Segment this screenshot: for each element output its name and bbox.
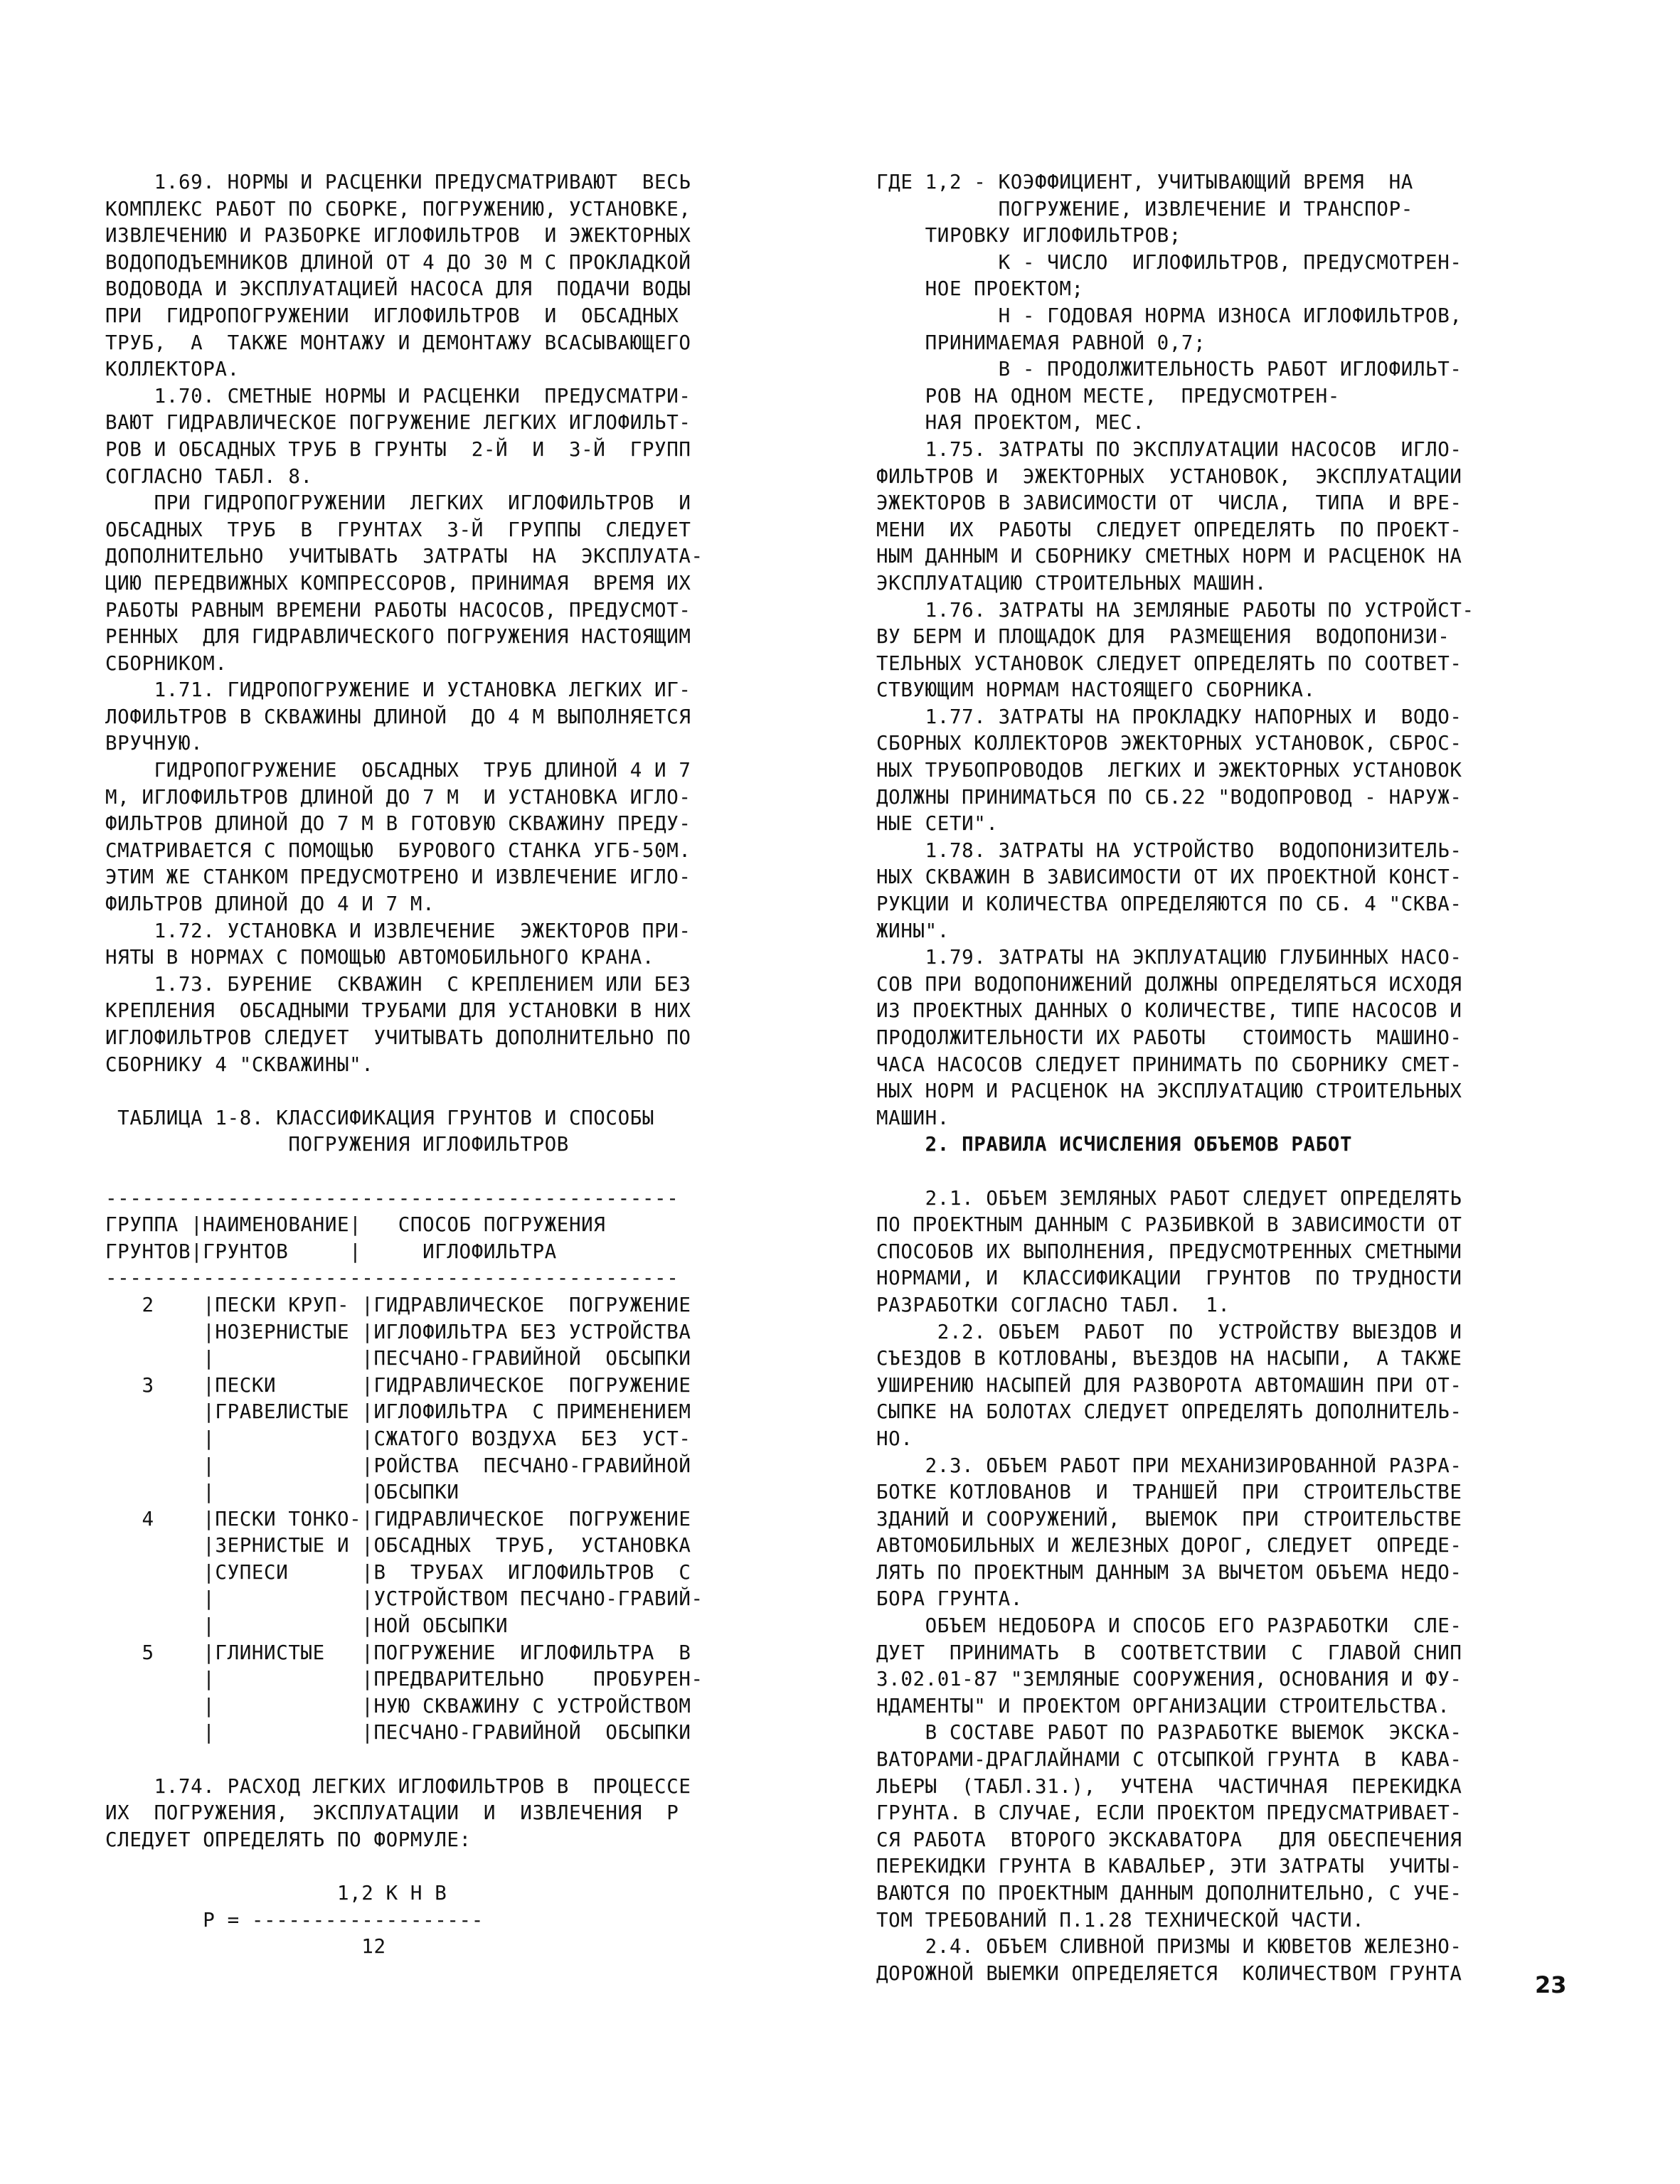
text-line: 1.69. НОРМЫ И РАСЦЕНКИ ПРЕДУСМАТРИВАЮТ ВЕСЬ bbox=[105, 171, 691, 193]
text-line: В СОСТАВЕ РАБОТ ПО РАЗРАБОТКЕ ВЫЕМОК ЭКСКА- bbox=[876, 1721, 1462, 1744]
text-line: ВАТОРАМИ-ДРАГЛАЙНАМИ С ОТСЫПКОЙ ГРУНТА В КАВА- bbox=[876, 1748, 1462, 1772]
text-line: НОЕ ПРОЕКТОМ; bbox=[876, 277, 1084, 301]
paragraph-2-4 bbox=[876, 1934, 1577, 1987]
text-line: НЫЕ СЕТИ". bbox=[876, 812, 999, 836]
text-line: МАШИН. bbox=[876, 1106, 950, 1129]
text-line: ИЗВЛЕЧЕНИЮ И РАЗБОРКЕ ИГЛОФИЛЬТРОВ И ЭЖЕКТОРНЫХ bbox=[105, 224, 691, 247]
text-line: БОТКЕ КОТЛОВАНОВ И ТРАНШЕЙ ПРИ СТРОИТЕЛЬСТВЕ bbox=[876, 1481, 1462, 1504]
text-line: ЭКСПЛУАТАЦИЮ СТРОИТЕЛЬНЫХ МАШИН. bbox=[876, 571, 1267, 595]
text-line: ЛЬЕРЫ (ТАБЛ.31.), УЧТЕНА ЧАСТИЧНАЯ ПЕРЕКИДКА bbox=[876, 1774, 1462, 1798]
text-line: НАЯ ПРОЕКТОМ, МЕС. bbox=[876, 411, 1145, 435]
text-line: 12 bbox=[105, 1935, 386, 1959]
text-line: ЖИНЫ". bbox=[876, 919, 950, 942]
paragraph-1-72 bbox=[105, 918, 795, 971]
text-line: СПОСОБОВ ИХ ВЫПОЛНЕНИЯ, ПРЕДУСМОТРЕННЫХ СМЕТНЫМИ bbox=[876, 1240, 1462, 1263]
paragraph-2-3-cont bbox=[876, 1613, 1577, 1720]
text-line: ЛЯТЬ ПО ПРОЕКТНЫМ ДАННЫМ ЗА ВЫЧЕТОМ ОБЪЕМА НЕДО- bbox=[876, 1560, 1462, 1584]
text-line: ВУ БЕРМ И ПЛОЩАДОК ДЛЯ РАЗМЕЩЕНИЯ ВОДОПОНИЗИ- bbox=[876, 625, 1450, 649]
text-line: ПОГРУЖЕНИЕ, ИЗВЛЕЧЕНИЕ И ТРАНСПОР- bbox=[876, 197, 1413, 220]
text-line: РЕННЫХ ДЛЯ ГИДРАВЛИЧЕСКОГО ПОГРУЖЕНИЯ НАСТОЯЩИМ bbox=[105, 625, 691, 649]
text-line: ВОДОПОДЪЕМНИКОВ ДЛИНОЙ ОТ 4 ДО 30 М С ПРОКЛАДКОЙ bbox=[105, 250, 691, 274]
text-line: ТИРОВКУ ИГЛОФИЛЬТРОВ; bbox=[876, 224, 1181, 247]
table-header-rule: ----------------------------------------------- bbox=[105, 1267, 679, 1290]
text-line: ФИЛЬТРОВ И ЭЖЕКТОРНЫХ УСТАНОВОК, ЭКСПЛУАТАЦИИ bbox=[876, 464, 1462, 488]
text-line: Р = ------------------- bbox=[105, 1908, 484, 1932]
text-line: ДОЛЖНЫ ПРИНИМАТЬСЯ ПО СБ.22 "ВОДОПРОВОД - НАРУЖ- bbox=[876, 785, 1462, 809]
text-line: ТЕЛЬНЫХ УСТАНОВОК СЛЕДУЕТ ОПРЕДЕЛЯТЬ ПО СООТВЕТ- bbox=[876, 651, 1462, 675]
text-line: КОЛЛЕКТОРА. bbox=[105, 358, 240, 381]
text-line: ПРИ ГИДРОПОГРУЖЕНИИ ЛЕГКИХ ИГЛОФИЛЬТРОВ И bbox=[105, 491, 691, 515]
paragraph-2-2 bbox=[876, 1319, 1577, 1453]
text-line: ВРУЧНУЮ. bbox=[105, 732, 203, 755]
text-line: НЫМ ДАННЫМ И СБОРНИКУ СМЕТНЫХ НОРМ И РАСЦЕНОК НА bbox=[876, 545, 1462, 568]
table-row: | |УСТРОЙСТВОМ ПЕСЧАНО-ГРАВИЙ- bbox=[105, 1587, 703, 1611]
text-line: СТВУЮЩИМ НОРМАМ НАСТОЯЩЕГО СБОРНИКА. bbox=[876, 678, 1316, 702]
text-line: ПРОДОЛЖИТЕЛЬНОСТИ ИХ РАБОТЫ СТОИМОСТЬ МАШИНО- bbox=[876, 1026, 1462, 1049]
text-line: СЛЕДУЕТ ОПРЕДЕЛЯТЬ ПО ФОРМУЛЕ: bbox=[105, 1828, 472, 1851]
text-line: ЭЖЕКТОРОВ В ЗАВИСИМОСТИ ОТ ЧИСЛА, ТИПА И ВРЕ- bbox=[876, 491, 1462, 515]
text-line: ГРУНТА. В СЛУЧАЕ, ЕСЛИ ПРОЕКТОМ ПРЕДУСМАТРИВАЕТ- bbox=[876, 1801, 1462, 1825]
text-line: НЯТЫ В НОРМАХ С ПОМОЩЬЮ АВТОМОБИЛЬНОГО КРАНА. bbox=[105, 946, 655, 969]
text-line: 1.73. БУРЕНИЕ СКВАЖИН С КРЕПЛЕНИЕМ ИЛИ БЕЗ bbox=[105, 972, 691, 996]
text-line: БОРА ГРУНТА. bbox=[876, 1587, 1023, 1611]
text-line: ВАЮТСЯ ПО ПРОЕКТНЫМ ДАННЫМ ДОПОЛНИТЕЛЬНО, С УЧЕ- bbox=[876, 1882, 1462, 1905]
table-header bbox=[105, 1212, 795, 1265]
table-row: |ГРАВЕЛИСТЫЕ |ИГЛОФИЛЬТРА С ПРИМЕНЕНИЕМ bbox=[105, 1400, 691, 1424]
text-line: 1.79. ЗАТРАТЫ НА ЭКПЛУАТАЦИЮ ГЛУБИННЫХ НАСО- bbox=[876, 946, 1462, 969]
text-line: СЯ РАБОТА ВТОРОГО ЭКСКАВАТОРА ДЛЯ ОБЕСПЕЧЕНИЯ bbox=[876, 1828, 1462, 1851]
text-line: 1.71. ГИДРОПОГРУЖЕНИЕ И УСТАНОВКА ЛЕГКИХ ИГ- bbox=[105, 678, 691, 702]
text-line: УШИРЕНИЮ НАСЫПЕЙ ДЛЯ РАЗВОРОТА АВТОМАШИН ПРИ ОТ- bbox=[876, 1373, 1462, 1397]
text-line: КРЕПЛЕНИЯ ОБСАДНЫМИ ТРУБАМИ ДЛЯ УСТАНОВКИ В НИХ bbox=[105, 999, 691, 1023]
text-line: ПРИ ГИДРОПОГРУЖЕНИИ ИГЛОФИЛЬТРОВ И ОБСАДНЫХ bbox=[105, 304, 679, 327]
text-line: М, ИГЛОФИЛЬТРОВ ДЛИНОЙ ДО 7 М И УСТАНОВКА ИГЛО- bbox=[105, 785, 691, 809]
text-line: 2.1. ОБЪЕМ ЗЕМЛЯНЫХ РАБОТ СЛЕДУЕТ ОПРЕДЕЛЯТЬ bbox=[876, 1186, 1462, 1210]
text-line: ИХ ПОГРУЖЕНИЯ, ЭКСПЛУАТАЦИИ И ИЗВЛЕЧЕНИЯ Р bbox=[105, 1801, 679, 1825]
text-line: К - ЧИСЛО ИГЛОФИЛЬТРОВ, ПРЕДУСМОТРЕН- bbox=[876, 250, 1462, 274]
text-line: 1,2 К Н В bbox=[105, 1882, 447, 1905]
table-row: |НОЗЕРНИСТЫЕ |ИГЛОФИЛЬТРА БЕЗ УСТРОЙСТВА bbox=[105, 1320, 691, 1343]
text-line: НЫХ НОРМ И РАСЦЕНОК НА ЭКСПЛУАТАЦИЮ СТРОИТЕЛЬНЫХ bbox=[876, 1080, 1462, 1103]
table-body bbox=[105, 1292, 795, 1747]
paragraph-2-3 bbox=[876, 1453, 1577, 1614]
text-line: РОВ И ОБСАДНЫХ ТРУБ В ГРУНТЫ 2-Й И 3-Й ГРУПП bbox=[105, 437, 691, 461]
text-line: 1.70. СМЕТНЫЕ НОРМЫ И РАСЦЕНКИ ПРЕДУСМАТРИ- bbox=[105, 384, 691, 407]
text-line: ДОРОЖНОЙ ВЫЕМКИ ОПРЕДЕЛЯЕТСЯ КОЛИЧЕСТВОМ ГРУНТА bbox=[876, 1961, 1462, 1985]
text-line: ГДЕ 1,2 - КОЭФФИЦИЕНТ, УЧИТЫВАЮЩИЙ ВРЕМЯ НА bbox=[876, 171, 1413, 193]
text-line: НОРМАМИ, И КЛАССИФИКАЦИИ ГРУНТОВ ПО ТРУДНОСТИ bbox=[876, 1267, 1462, 1290]
section-heading: 2. ПРАВИЛА ИСЧИСЛЕНИЯ ОБЪЕМОВ РАБОТ bbox=[876, 1133, 1353, 1156]
paragraph-2-1 bbox=[876, 1186, 1577, 1319]
table-row: | |ПЕСЧАНО-ГРАВИЙНОЙ ОБСЫПКИ bbox=[105, 1347, 691, 1370]
text-line: ПРИНИМАЕМАЯ РАВНОЙ 0,7; bbox=[876, 331, 1206, 354]
text-line: ДУЕТ ПРИНИМАТЬ В СООТВЕТСТВИИ С ГЛАВОЙ СНИП bbox=[876, 1641, 1462, 1664]
text-line: 1.72. УСТАНОВКА И ИЗВЛЕЧЕНИЕ ЭЖЕКТОРОВ ПРИ- bbox=[105, 919, 691, 942]
table-row: | |НОЙ ОБСЫПКИ bbox=[105, 1614, 509, 1638]
text-line: ФИЛЬТРОВ ДЛИНОЙ ДО 7 М В ГОТОВУЮ СКВАЖИНУ ПРЕДУ- bbox=[105, 812, 691, 836]
table-row: 3 |ПЕСКИ |ГИДРАВЛИЧЕСКОЕ ПОГРУЖЕНИЕ bbox=[105, 1373, 691, 1397]
table-row: |СУПЕСИ |В ТРУБАХ ИГЛОФИЛЬТРОВ С bbox=[105, 1560, 691, 1584]
text-line: ТОМ ТРЕБОВАНИЙ П.1.28 ТЕХНИЧЕСКОЙ ЧАСТИ. bbox=[876, 1908, 1365, 1932]
text-line: ВАЮТ ГИДРАВЛИЧЕСКОЕ ПОГРУЖЕНИЕ ЛЕГКИХ ИГЛОФИЛЬТ- bbox=[105, 411, 691, 435]
text-line: СОВ ПРИ ВОДОПОНИЖЕНИЙ ДОЛЖНЫ ОПРЕДЕЛЯТЬСЯ ИСХОДЯ bbox=[876, 972, 1462, 996]
paragraph-1-74 bbox=[105, 1774, 795, 1854]
text-line: ФИЛЬТРОВ ДЛИНОЙ ДО 4 И 7 М. bbox=[105, 893, 435, 916]
text-line: 1.74. РАСХОД ЛЕГКИХ ИГЛОФИЛЬТРОВ В ПРОЦЕССЕ bbox=[105, 1774, 691, 1798]
text-line: КОМПЛЕКС РАБОТ ПО СБОРКЕ, ПОГРУЖЕНИЮ, УСТАНОВКЕ, bbox=[105, 197, 691, 220]
formula bbox=[105, 1880, 795, 1961]
text-line: 1.75. ЗАТРАТЫ ПО ЭКСПЛУАТАЦИИ НАСОСОВ ИГЛО- bbox=[876, 437, 1462, 461]
table-row: | |РОЙСТВА ПЕСЧАНО-ГРАВИЙНОЙ bbox=[105, 1454, 691, 1477]
soil-classification-table bbox=[105, 1186, 795, 1747]
table-title bbox=[105, 1105, 795, 1158]
paragraph-1-76 bbox=[876, 597, 1577, 704]
table-row: | |ПРЕДВАРИТЕЛЬНО ПРОБУРЕН- bbox=[105, 1668, 703, 1691]
text-line: АВТОМОБИЛЬНЫХ И ЖЕЛЕЗНЫХ ДОРОГ, СЛЕДУЕТ ОПРЕДЕ- bbox=[876, 1534, 1462, 1557]
text-line: ПОГРУЖЕНИЯ ИГЛОФИЛЬТРОВ bbox=[105, 1133, 569, 1156]
text-line: СЪЕЗДОВ В КОТЛОВАНЫ, ВЪЕЗДОВ НА НАСЫПИ, А ТАКЖЕ bbox=[876, 1347, 1462, 1370]
text-line: 3.02.01-87 "ЗЕМЛЯНЫЕ СООРУЖЕНИЯ, ОСНОВАНИЯ И ФУ- bbox=[876, 1668, 1462, 1691]
paragraph-1-70 bbox=[105, 383, 795, 490]
text-line: НЫХ ТРУБОПРОВОДОВ ЛЕГКИХ И ЭЖЕКТОРНЫХ УСТАНОВОК bbox=[876, 759, 1462, 782]
text-line: 1.78. ЗАТРАТЫ НА УСТРОЙСТВО ВОДОПОНИЗИТЕЛЬ- bbox=[876, 838, 1462, 862]
text-line: ВОДОВОДА И ЭКСПЛУАТАЦИЕЙ НАСОСА ДЛЯ ПОДАЧИ ВОДЫ bbox=[105, 277, 691, 301]
table-top-rule: ----------------------------------------------- bbox=[105, 1186, 679, 1210]
paragraph-2-3-cont2 bbox=[876, 1720, 1577, 1934]
table-row: |ЗЕРНИСТЫЕ И |ОБСАДНЫХ ТРУБ, УСТАНОВКА bbox=[105, 1534, 691, 1557]
text-line: ЗДАНИЙ И СООРУЖЕНИЙ, ВЫЕМОК ПРИ СТРОИТЕЛЬСТВЕ bbox=[876, 1507, 1462, 1530]
text-line: СМАТРИВАЕТСЯ С ПОМОЩЬЮ БУРОВОГО СТАНКА УГБ-50М. bbox=[105, 838, 691, 862]
text-line: ИЗ ПРОЕКТНЫХ ДАННЫХ О КОЛИЧЕСТВЕ, ТИПЕ НАСОСОВ И bbox=[876, 999, 1462, 1023]
paragraph-1-73 bbox=[105, 971, 795, 1078]
paragraph-1-78 bbox=[876, 838, 1577, 944]
paragraph-1-75 bbox=[876, 437, 1577, 597]
text-line: ЛОФИЛЬТРОВ В СКВАЖИНЫ ДЛИНОЙ ДО 4 М ВЫПОЛНЯЕТСЯ bbox=[105, 705, 691, 728]
text-line: В - ПРОДОЛЖИТЕЛЬНОСТЬ РАБОТ ИГЛОФИЛЬТ- bbox=[876, 358, 1462, 381]
text-line: ИГЛОФИЛЬТРОВ СЛЕДУЕТ УЧИТЫВАТЬ ДОПОЛНИТЕЛЬНО ПО bbox=[105, 1026, 691, 1049]
text-line: ЭТИМ ЖЕ СТАНКОМ ПРЕДУСМОТРЕНО И ИЗВЛЕЧЕНИЕ ИГЛО- bbox=[105, 865, 691, 889]
text-line: СБОРНЫХ КОЛЛЕКТОРОВ ЭЖЕКТОРНЫХ УСТАНОВОК, СБРОС- bbox=[876, 732, 1462, 755]
text-line: РУКЦИИ И КОЛИЧЕСТВА ОПРЕДЕЛЯЮТСЯ ПО СБ. 4 "СКВА- bbox=[876, 893, 1462, 916]
paragraph-1-71-cont bbox=[105, 757, 795, 918]
text-line: ГРУППА |НАИМЕНОВАНИЕ| СПОСОБ ПОГРУЖЕНИЯ bbox=[105, 1213, 606, 1237]
text-line: 2.4. ОБЪЕМ СЛИВНОЙ ПРИЗМЫ И КЮВЕТОВ ЖЕЛЕЗНО- bbox=[876, 1935, 1462, 1959]
paragraph-1-71 bbox=[105, 677, 795, 757]
table-row: | |СЖАТОГО ВОЗДУХА БЕЗ УСТ- bbox=[105, 1427, 691, 1450]
text-line: РАБОТЫ РАВНЫМ ВРЕМЕНИ РАБОТЫ НАСОСОВ, ПРЕДУСМОТ- bbox=[105, 598, 691, 622]
text-line: ТАБЛИЦА 1-8. КЛАССИФИКАЦИЯ ГРУНТОВ И СПОСОБЫ bbox=[105, 1106, 655, 1129]
page-number: 23 bbox=[1535, 1971, 1567, 1998]
text-line: МЕНИ ИХ РАБОТЫ СЛЕДУЕТ ОПРЕДЕЛЯТЬ ПО ПРОЕКТ- bbox=[876, 518, 1462, 541]
table-row: | |НУЮ СКВАЖИНУ С УСТРОЙСТВОМ bbox=[105, 1694, 691, 1717]
text-line: ПЕРЕКИДКИ ГРУНТА В КАВАЛЬЕР, ЭТИ ЗАТРАТЫ УЧИТЫ- bbox=[876, 1855, 1462, 1878]
table-row: 2 |ПЕСКИ КРУП- |ГИДРАВЛИЧЕСКОЕ ПОГРУЖЕНИЕ bbox=[105, 1293, 691, 1316]
text-line: НДАМЕНТЫ" И ПРОЕКТОМ ОРГАНИЗАЦИИ СТРОИТЕЛЬСТВА. bbox=[876, 1694, 1450, 1717]
table-row: | |ПЕСЧАНО-ГРАВИЙНОЙ ОБСЫПКИ bbox=[105, 1721, 691, 1744]
paragraph-1-79 bbox=[876, 944, 1577, 1131]
table-row: | |ОБСЫПКИ bbox=[105, 1481, 459, 1504]
text-line: НЫХ СКВАЖИН В ЗАВИСИМОСТИ ОТ ИХ ПРОЕКТНОЙ КОНСТ- bbox=[876, 865, 1462, 889]
paragraph-1-70-cont bbox=[105, 490, 795, 677]
text-line: 1.76. ЗАТРАТЫ НА ЗЕМЛЯНЫЕ РАБОТЫ ПО УСТРОЙСТ- bbox=[876, 598, 1474, 622]
text-line: Н - ГОДОВАЯ НОРМА ИЗНОСА ИГЛОФИЛЬТРОВ, bbox=[876, 304, 1462, 327]
text-line: ГИДРОПОГРУЖЕНИЕ ОБСАДНЫХ ТРУБ ДЛИНОЙ 4 И 7 bbox=[105, 759, 691, 782]
text-line: РОВ НА ОДНОМ МЕСТЕ, ПРЕДУСМОТРЕН- bbox=[876, 384, 1340, 407]
table-row: 4 |ПЕСКИ ТОНКО-|ГИДРАВЛИЧЕСКОЕ ПОГРУЖЕНИЕ bbox=[105, 1507, 691, 1530]
paragraph-1-69 bbox=[105, 169, 795, 383]
text-line: ЧАСА НАСОСОВ СЛЕДУЕТ ПРИНИМАТЬ ПО СБОРНИКУ СМЕТ- bbox=[876, 1053, 1462, 1076]
left-column bbox=[105, 169, 795, 1961]
text-line: СБОРНИКУ 4 "СКВАЖИНЫ". bbox=[105, 1053, 374, 1076]
text-line: ОБСАДНЫХ ТРУБ В ГРУНТАХ 3-Й ГРУППЫ СЛЕДУЕТ bbox=[105, 518, 691, 541]
text-line: НО. bbox=[876, 1427, 913, 1450]
paragraph-1-77 bbox=[876, 704, 1577, 838]
formula-legend bbox=[876, 169, 1577, 437]
text-line: ТРУБ, А ТАКЖЕ МОНТАЖУ И ДЕМОНТАЖУ ВСАСЫВАЮЩЕГО bbox=[105, 331, 691, 354]
text-line: СЫПКЕ НА БОЛОТАХ СЛЕДУЕТ ОПРЕДЕЛЯТЬ ДОПОЛНИТЕЛЬ- bbox=[876, 1400, 1462, 1424]
text-line: ПО ПРОЕКТНЫМ ДАННЫМ С РАЗБИВКОЙ В ЗАВИСИМОСТИ ОТ bbox=[876, 1213, 1462, 1237]
text-line: 2.3. ОБЪЕМ РАБОТ ПРИ МЕХАНИЗИРОВАННОЙ РАЗРА- bbox=[876, 1454, 1462, 1477]
text-line: ДОПОЛНИТЕЛЬНО УЧИТЫВАТЬ ЗАТРАТЫ НА ЭКСПЛУАТА- bbox=[105, 545, 703, 568]
text-line: СБОРНИКОМ. bbox=[105, 651, 228, 675]
text-line: 2.2. ОБЪЕМ РАБОТ ПО УСТРОЙСТВУ ВЫЕЗДОВ И bbox=[876, 1320, 1462, 1343]
right-column bbox=[876, 169, 1577, 1987]
text-line: РАЗРАБОТКИ СОГЛАСНО ТАБЛ. 1. bbox=[876, 1293, 1230, 1316]
text-line: 1.77. ЗАТРАТЫ НА ПРОКЛАДКУ НАПОРНЫХ И ВОДО- bbox=[876, 705, 1462, 728]
text-line: ГРУНТОВ|ГРУНТОВ | ИГЛОФИЛЬТРА bbox=[105, 1240, 557, 1263]
text-line: СОГЛАСНО ТАБЛ. 8. bbox=[105, 464, 313, 488]
text-line: ЦИЮ ПЕРЕДВИЖНЫХ КОМПРЕССОРОВ, ПРИНИМАЯ ВРЕМЯ ИХ bbox=[105, 571, 691, 595]
table-row: 5 |ГЛИНИСТЫЕ |ПОГРУЖЕНИЕ ИГЛОФИЛЬТРА В bbox=[105, 1641, 691, 1664]
text-line: ОБЪЕМ НЕДОБОРА И СПОСОБ ЕГО РАЗРАБОТКИ СЛЕ- bbox=[876, 1614, 1462, 1638]
